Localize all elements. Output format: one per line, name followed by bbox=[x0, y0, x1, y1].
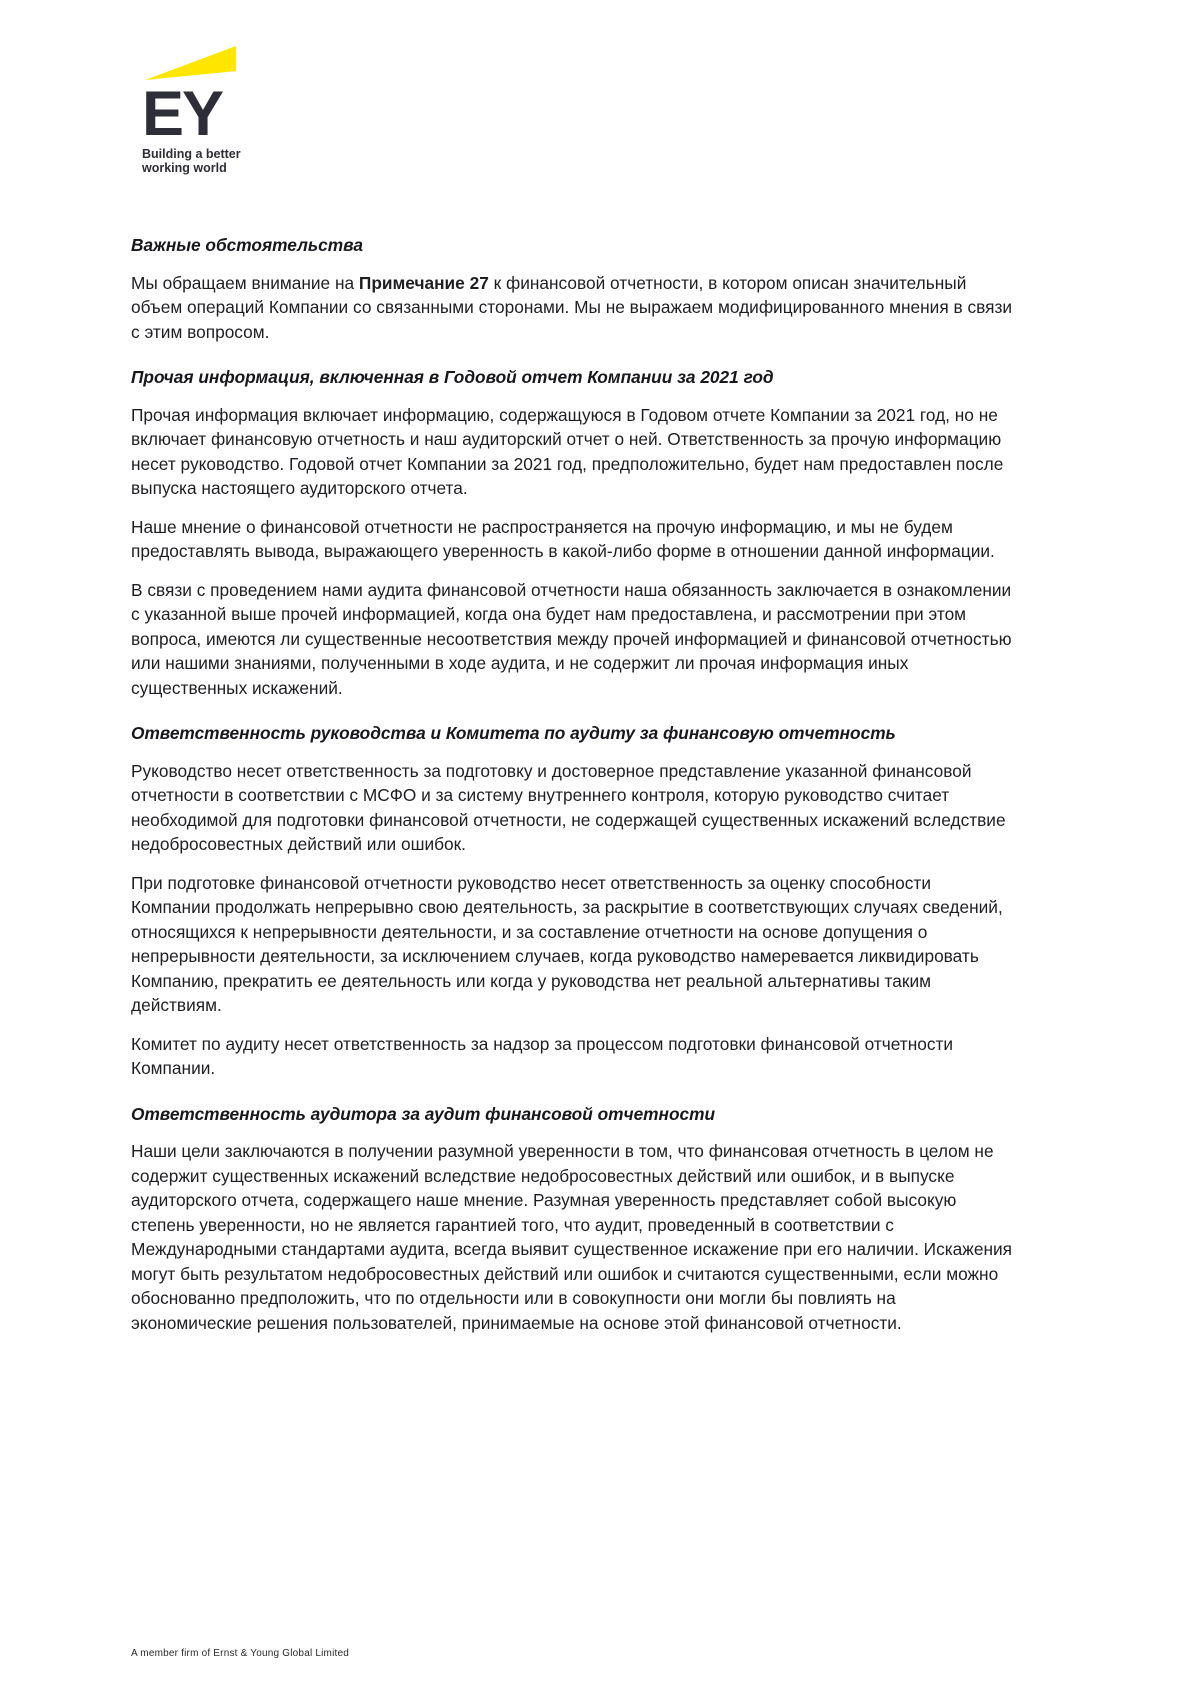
ey-logo-letters: EY bbox=[142, 79, 223, 149]
section-heading-auditor-responsibility: Ответственность аудитора за аудит финансовой отчетности bbox=[131, 1103, 716, 1124]
report-body bbox=[131, 233, 1013, 1335]
section-heading-emphasis-of-matter: Важные обстоятельства bbox=[131, 235, 363, 255]
paragraph: Комитет по аудиту несет ответственность за надзор за процессом подготовки финансовой отчетности Компании. bbox=[131, 1033, 954, 1078]
paragraph: Руководство несет ответственность за подготовку и достоверное представление указанной финансовой отчетности в соответствии с МСФО и за систему внутреннего контроля, которую руководство считает необходимой для подготовки финансовой отчетности, не содержащей существенных искажений вследствие недобросовестных действий или ошибок. bbox=[131, 760, 1006, 854]
paragraph: Наши цели заключаются в получении разумной уверенности в том, что финансовая отчетность в целом не содержит существенных искажений вследствие недобросовестных действий или ошибок, и в выпуске аудиторского отчета, содержащего наше мнение. Разумная уверенность представляет собой высокую степень уверенности, но не является гарантией того, что аудит, проведенный в соответствии с Международными стандартами аудита, всегда выявит существенное искажение при его наличии. Искажения могут быть результатом недобросовестных действий или ошибок и считаются существенными, если можно обоснованно предположить, что по отдельности или в совокупности они могли бы повлиять на экономические решения пользователей, принимаемые на основе этой финансовой отчетности. bbox=[131, 1141, 1013, 1333]
paragraph: При подготовке финансовой отчетности руководство несет ответственность за оценку способности Компании продолжать непрерывно свою деятельность, за раскрытие в соответствующих случаях сведений, относящихся к непрерывности деятельности, и за составление отчетности на основе допущения о непрерывности деятельности, за исключением случаев, когда руководство намеревается ликвидировать Компанию, прекратить ее деятельность или когда у руководства нет реальной альтернативы таким действиям. bbox=[131, 872, 1003, 1015]
ey-tagline bbox=[142, 148, 362, 175]
member-firm-note: A member firm of Ernst & Young Global Limited bbox=[131, 1648, 349, 1659]
footer bbox=[131, 1648, 349, 1659]
section-heading-management-responsibility: Ответственность руководства и Комитета по аудиту за финансовую отчетность bbox=[131, 723, 896, 743]
paragraph: Прочая информация включает информацию, содержащуюся в Годовом отчете Компании за 2021 год, но не включает финансовую отчетность и наш аудиторский отчет о ней. Ответственность за прочую информацию несет руководство. Годовой отчет Компании за 2021 год, предположительно, будет нам предоставлен после выпуска настоящего аудиторского отчета. bbox=[131, 404, 1004, 498]
paragraph bbox=[131, 271, 1013, 345]
ey-logo bbox=[142, 46, 362, 175]
note-reference: Примечание 27 bbox=[358, 272, 489, 293]
ey-beam-icon bbox=[145, 46, 236, 80]
paragraph-text: Мы обращаем внимание на bbox=[131, 272, 359, 293]
section-heading-other-information: Прочая информация, включенная в Годовой отчет Компании за 2021 год bbox=[131, 367, 774, 387]
paragraph-text: к финансовой отчетности, в котором описан значительный объем операций Компании со связанными сторонами. Мы не выражаем модифицированного мнения в связи с этим вопросом. bbox=[131, 272, 1013, 342]
paragraph: Наше мнение о финансовой отчетности не распространяется на прочую информацию, и мы не будем предоставлять вывода, выражающего уверенность в какой-либо форме в отношении данной информации. bbox=[131, 516, 995, 561]
paragraph: В связи с проведением нами аудита финансовой отчетности наша обязанность заключается в ознакомлении с указанной выше прочей информацией, когда она будет нам предоставлена, и рассмотрении при этом вопроса, имеются ли существенные несоответствия между прочей информацией и финансовой отчетностью или нашими знаниями, полученными в ходе аудита, и не содержит ли прочая информация иных существенных искажений. bbox=[131, 579, 1012, 698]
tagline-line-2: working world bbox=[142, 160, 227, 175]
tagline-line-1: Building a better bbox=[142, 147, 241, 161]
